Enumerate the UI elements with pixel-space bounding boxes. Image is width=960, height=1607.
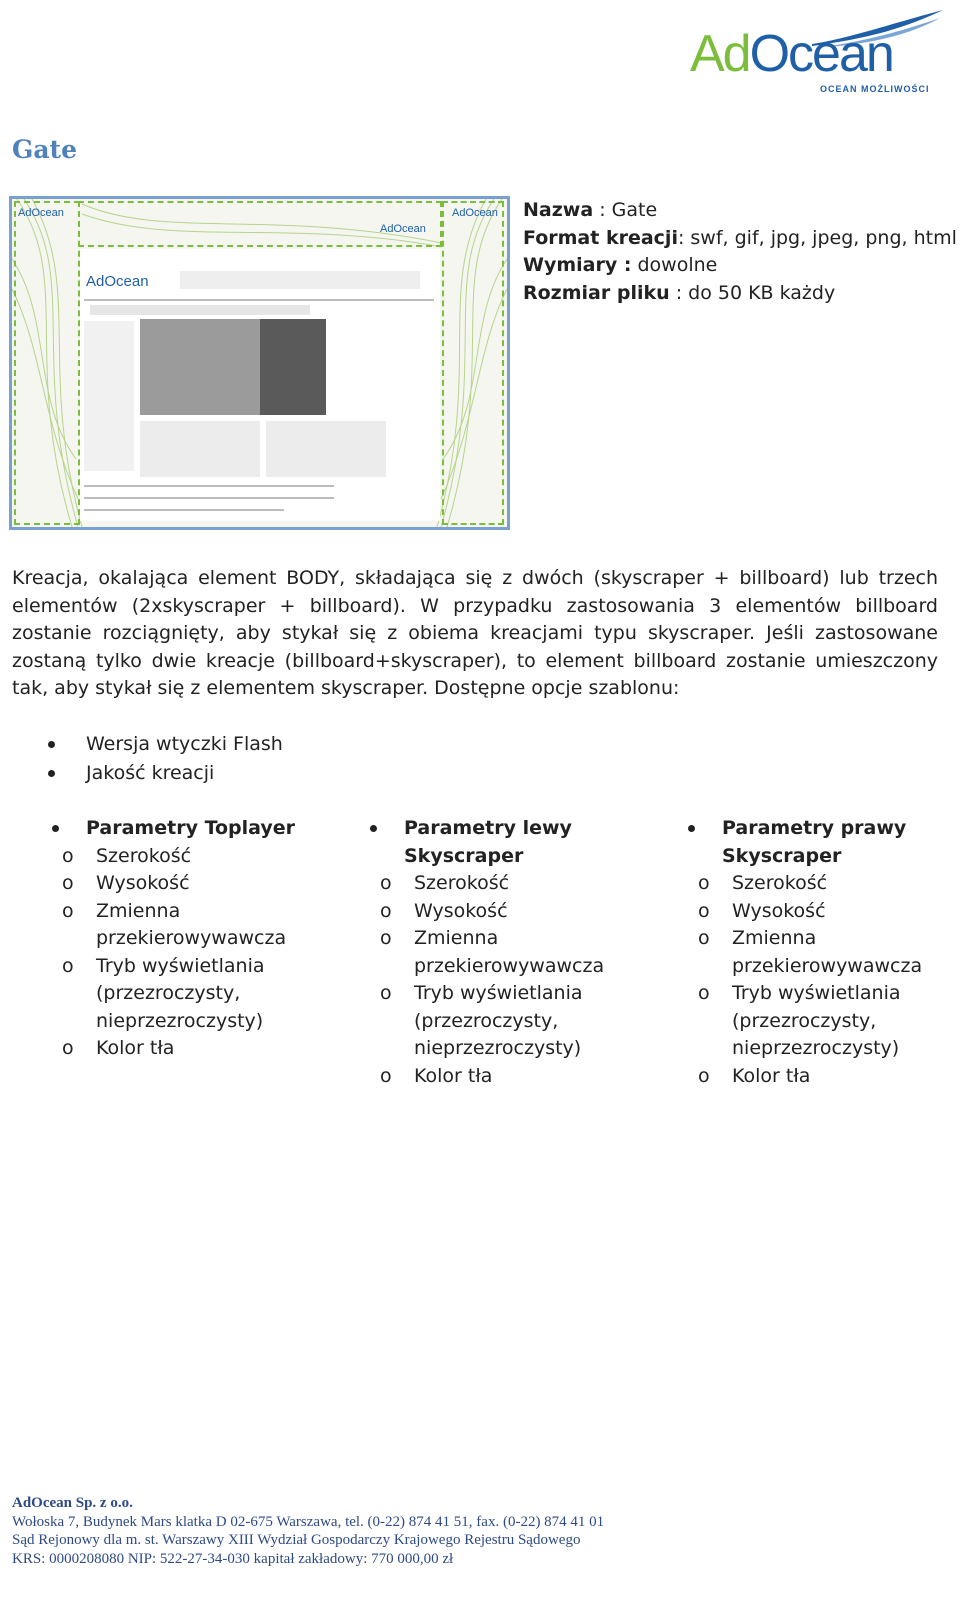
parameter-item xyxy=(684,1063,954,1091)
info-size-label: Rozmiar pliku xyxy=(523,281,670,304)
parameter-item-line: przekierowywawcza xyxy=(414,954,605,977)
column-heading-line: Parametry Toplayer xyxy=(86,817,296,839)
parameter-item-line: (przezroczysty, xyxy=(732,1009,877,1032)
sub-bullet-marker: o xyxy=(698,1064,710,1087)
parameter-item-line: Kolor tła xyxy=(732,1064,811,1087)
parameter-item-line: nieprzezroczysty) xyxy=(732,1037,900,1059)
mock-site-logo: AdOcean xyxy=(86,273,149,290)
info-dims-value: dowolne xyxy=(631,254,718,276)
sub-bullet-marker: o xyxy=(380,982,392,1004)
mock-webpage xyxy=(80,249,440,521)
sub-bullet-marker: o xyxy=(62,872,74,894)
sub-bullet-marker: o xyxy=(380,1064,392,1087)
mini-logo-billboard: AdOcean xyxy=(380,223,426,235)
parameter-item-line: nieprzezroczysty) xyxy=(414,1037,582,1059)
mock-text-line-1 xyxy=(84,485,334,487)
sub-bullet-marker: o xyxy=(380,899,392,922)
parameter-item-line: Zmienna xyxy=(732,927,817,949)
info-size-row xyxy=(523,280,957,308)
mock-box-right xyxy=(266,421,386,477)
info-name-label: Nazwa xyxy=(523,199,594,221)
bullet-icon xyxy=(52,825,59,832)
sub-bullet-marker: o xyxy=(380,927,392,949)
parameter-item xyxy=(684,980,954,1063)
parameter-item-line: nieprzezroczysty) xyxy=(96,1009,264,1032)
sub-bullet-marker: o xyxy=(62,954,74,977)
logo-tagline: OCEAN MOŻLIWOŚCI xyxy=(820,84,930,94)
parameter-item xyxy=(366,980,636,1063)
parameter-item xyxy=(684,925,954,980)
info-dims-label: Wymiary : xyxy=(523,254,632,276)
mock-hero-photo xyxy=(140,319,260,415)
mock-sidebar xyxy=(84,321,134,471)
info-name-row xyxy=(523,197,957,225)
parameter-item-line: Szerokość xyxy=(732,872,828,894)
parameter-item-line: Szerokość xyxy=(96,844,192,867)
left-skyscraper-outline xyxy=(14,201,80,525)
mock-nav-line xyxy=(84,299,434,301)
column-heading xyxy=(366,815,636,870)
description-paragraph: Kreacja, okalająca element BODY, składająca się z dwóch (skyscraper + billboard) lub trzech elementów (2xskyscraper + billboard). W przypadku zastosowania 3 elementów billboard zostanie rozciągnięty, aby stykał się z obiema kreacjami typu skyscraper. Jeśli zastosowane zostaną tylko dwie kreacje (billboard+skyscraper), to element billboard zostanie umieszczony tak, aby stykał się z elementem skyscraper. Dostępne opcje szablonu: xyxy=(12,567,938,699)
option-label: Jakość kreacji xyxy=(86,762,215,784)
parameter-column-3 xyxy=(684,815,954,1090)
parameter-column-1 xyxy=(48,815,318,1063)
parameter-item-line: Zmienna xyxy=(96,899,181,922)
column-heading xyxy=(48,815,318,843)
mini-logo-left: AdOcean xyxy=(18,207,64,219)
parameter-item xyxy=(684,870,954,898)
parameter-item-line: Kolor tła xyxy=(414,1064,493,1087)
parameter-item-line: Kolor tła xyxy=(96,1037,175,1059)
mini-logo-right: AdOcean xyxy=(452,207,498,219)
parameter-item-line: Tryb wyświetlania xyxy=(96,954,265,977)
parameter-item xyxy=(48,953,318,1036)
parameter-item-line: Szerokość xyxy=(414,872,510,894)
mock-box-left xyxy=(140,421,260,477)
bullet-icon xyxy=(370,825,377,832)
bullet-icon xyxy=(48,741,55,748)
parameter-item-line: Wysokość xyxy=(414,899,508,922)
column-heading-line: Parametry prawy xyxy=(722,817,907,839)
info-format-label: Format kreacji xyxy=(523,226,678,249)
footer-company: AdOcean Sp. z o.o. xyxy=(12,1495,133,1511)
footer xyxy=(12,1494,604,1568)
option-item xyxy=(48,759,283,788)
column-heading-line: Skyscraper xyxy=(404,844,524,867)
parameter-item xyxy=(48,898,318,953)
format-info xyxy=(523,197,957,307)
page-title: Gate xyxy=(12,135,78,164)
sub-bullet-marker: o xyxy=(62,899,74,922)
parameter-column-2 xyxy=(366,815,636,1090)
mock-text-line-2 xyxy=(84,497,334,499)
info-size-value: : do 50 KB każdy xyxy=(669,281,836,304)
parameter-item-line: przekierowywawcza xyxy=(732,954,923,977)
parameter-item xyxy=(366,898,636,926)
adocean-logo xyxy=(690,8,945,93)
parameter-item-line: Tryb wyświetlania xyxy=(732,982,901,1004)
sub-bullet-marker: o xyxy=(698,899,710,922)
parameter-item-line: Wysokość xyxy=(96,872,190,894)
mock-tabs xyxy=(90,305,310,315)
option-item xyxy=(48,730,283,759)
footer-registry: KRS: 0000208080 NIP: 522-27-34-030 kapitał zakładowy: 770 000,00 zł xyxy=(12,1550,454,1567)
gate-preview-image xyxy=(9,196,510,530)
sub-bullet-marker: o xyxy=(698,872,710,894)
sub-bullet-marker: o xyxy=(62,1037,74,1059)
sub-bullet-marker: o xyxy=(380,872,392,894)
parameter-item xyxy=(366,870,636,898)
parameter-item-line: Tryb wyświetlania xyxy=(414,982,583,1004)
mock-header-bar xyxy=(180,271,420,289)
parameter-item xyxy=(48,1035,318,1063)
parameter-item xyxy=(684,898,954,926)
parameter-item-line: przekierowywawcza xyxy=(96,927,287,949)
parameter-item xyxy=(366,1063,636,1091)
parameter-item-line: (przezroczysty, xyxy=(414,1009,559,1032)
mock-hero-list xyxy=(260,319,326,415)
parameter-item xyxy=(366,925,636,980)
logo-ad: Ad xyxy=(690,25,750,83)
parameter-item-line: Zmienna xyxy=(414,927,499,949)
parameter-item-line: Wysokość xyxy=(732,899,826,922)
parameter-item xyxy=(48,843,318,871)
info-dims-row xyxy=(523,252,957,280)
sub-bullet-marker: o xyxy=(698,927,710,949)
info-format-value: : swf, gif, jpg, jpeg, png, html xyxy=(677,226,957,249)
logo-wordmark xyxy=(690,25,893,83)
parameter-item xyxy=(48,870,318,898)
bullet-icon xyxy=(688,825,695,832)
right-skyscraper-outline xyxy=(442,201,504,525)
option-label: Wersja wtyczki Flash xyxy=(86,733,283,755)
info-name-value: : Gate xyxy=(593,199,658,221)
footer-address: Wołoska 7, Budynek Mars klatka D 02-675 Warszawa, tel. (0-22) 874 41 51, fax. (0-22) 874 41 01 xyxy=(12,1513,605,1530)
sub-bullet-marker: o xyxy=(62,844,74,867)
sub-bullet-marker: o xyxy=(698,982,710,1004)
parameter-item-line: (przezroczysty, xyxy=(96,982,241,1004)
footer-court: Sąd Rejonowy dla m. st. Warszawy XIII Wydział Gospodarczy Krajowego Rejestru Sądowego xyxy=(12,1532,581,1548)
column-heading xyxy=(684,815,954,870)
info-format-row xyxy=(523,225,957,253)
logo-ocean: Ocean xyxy=(749,25,893,83)
template-options-list xyxy=(48,730,283,788)
column-heading-line: Skyscraper xyxy=(722,844,842,867)
bullet-icon xyxy=(48,770,55,777)
column-heading-line: Parametry lewy xyxy=(404,817,572,839)
mock-text-line-3 xyxy=(84,509,284,511)
